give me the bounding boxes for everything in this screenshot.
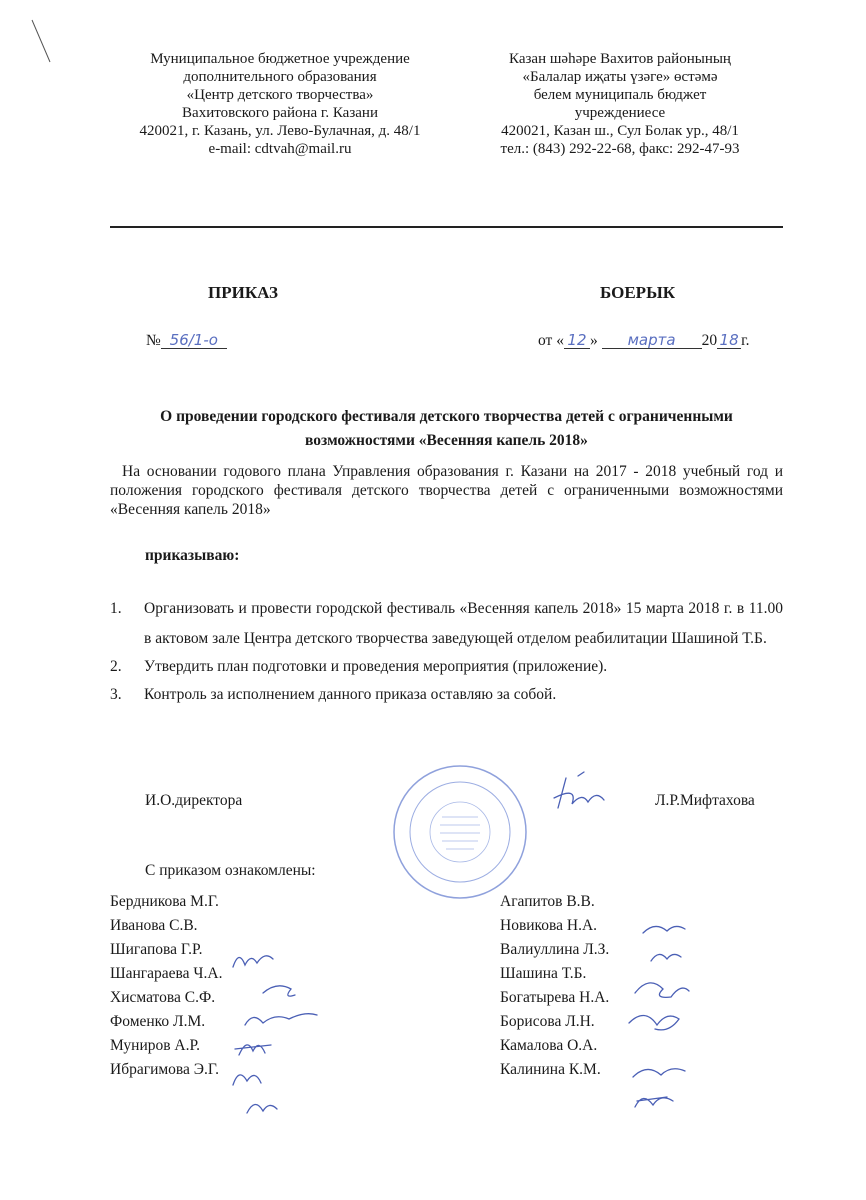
- subject-line-1: О проведении городского фестиваля детского творчества детей с ограниченными: [160, 408, 733, 425]
- date-mid: »: [589, 332, 598, 349]
- header-left-line: 420021, г. Казань, ул. Лево-Булачная, д. 48/1: [139, 123, 421, 139]
- ack-name: Шигапова Г.Р.: [110, 941, 203, 958]
- header-left-line: «Центр детского творчества»: [186, 87, 374, 103]
- date-prefix: от «: [538, 332, 564, 349]
- ack-name: Ибрагимова Э.Г.: [110, 1061, 219, 1078]
- order-number-prefix: №: [146, 332, 161, 349]
- ack-name: Фоменко Л.М.: [110, 1013, 206, 1030]
- item-number: 1.: [110, 600, 122, 617]
- header-right-block: [460, 50, 780, 158]
- order-item-3: [110, 680, 783, 710]
- ack-name: Бердникова М.Г.: [110, 893, 219, 910]
- header-right-line: Казан шәһәре Вахитов районының: [509, 51, 731, 67]
- order-number-value: 56/1-о: [161, 332, 227, 349]
- subject-line-2: возможностями «Весенняя капель 2018»: [305, 432, 588, 449]
- ack-name: Новикова Н.А.: [500, 917, 598, 934]
- order-item-2: [110, 654, 783, 680]
- basis-paragraph: [110, 462, 783, 519]
- header-divider: [110, 226, 783, 228]
- signature-position: И.О.директора: [145, 792, 243, 809]
- header-right-line: белем муниципаль бюджет: [533, 87, 707, 103]
- basis-text: На основании годового плана Управления образования г. Казани на 2017 - 2018 учебный год и положения городского фестиваля детского творчества детей с ограниченными возможностями «Весенняя капель 2018»: [110, 463, 783, 518]
- official-stamp: [390, 762, 530, 902]
- signature-name: Л.Р.Мифтахова: [655, 792, 755, 809]
- date-month: марта: [602, 332, 702, 349]
- item-number: 3.: [110, 686, 122, 703]
- item-text: Организовать и провести городской фестиваль «Весенняя капель 2018» 15 марта 2018 г. в 11.00 в актовом зале Центра детского творчества заведующей отделом реабилитации Шашиной Т.Б.: [144, 600, 783, 647]
- item-text: Контроль за исполнением данного приказа оставляю за собой.: [144, 686, 557, 703]
- order-number: [146, 332, 227, 350]
- ack-name: Калинина К.М.: [500, 1061, 601, 1078]
- header-right-line: учреждениесе: [574, 105, 666, 121]
- item-number: 2.: [110, 658, 122, 675]
- order-title-tt: БОЕРЫК: [600, 283, 676, 302]
- header-left-line: дополнительного образования: [183, 69, 377, 85]
- director-signature: [548, 768, 618, 818]
- order-title-ru: ПРИКАЗ: [208, 283, 278, 302]
- header-left-line: Муниципальное бюджетное учреждение: [150, 51, 410, 67]
- ack-name: Агапитов В.В.: [500, 893, 595, 910]
- order-item-1: [110, 594, 783, 654]
- header-left-line: e-mail: cdtvah@mail.ru: [208, 141, 352, 157]
- header-left-line: Вахитовского района г. Казани: [182, 105, 378, 121]
- decree-word: приказываю:: [145, 547, 240, 564]
- ack-name: Камалова О.А.: [500, 1037, 598, 1054]
- header-right-line: тел.: (843) 292-22-68, факс: 292-47-93: [500, 141, 740, 157]
- header-right-line: «Балалар иҗаты үзәге» өстәмә: [522, 69, 718, 85]
- ack-name: Муниров А.Р.: [110, 1037, 201, 1054]
- ack-name: Шангараева Ч.А.: [110, 965, 223, 982]
- ack-name: Иванова С.В.: [110, 917, 198, 934]
- order-date: [538, 332, 750, 350]
- ack-name: Борисова Л.Н.: [500, 1013, 595, 1030]
- ack-signatures-right: [615, 915, 710, 1125]
- order-subject: [110, 405, 783, 453]
- ack-name: Богатырева Н.А.: [500, 989, 610, 1006]
- item-text: Утвердить план подготовки и проведения мероприятия (приложение).: [144, 658, 608, 675]
- ack-signatures-left: [225, 945, 335, 1125]
- ack-name: Хисматова С.Ф.: [110, 989, 216, 1006]
- ack-name: Валиуллина Л.З.: [500, 941, 610, 958]
- scan-mark: [28, 18, 58, 68]
- date-suffix: г.: [741, 332, 750, 349]
- acknowledgement-title: С приказом ознакомлены:: [145, 862, 316, 879]
- date-day: 12: [564, 332, 590, 349]
- ack-name: Шашина Т.Б.: [500, 965, 587, 982]
- date-year: 18: [717, 332, 741, 349]
- date-year-prefix: 20: [701, 332, 718, 349]
- header-right-line: 420021, Казан ш., Сул Болак ур., 48/1: [501, 123, 739, 139]
- order-items: [110, 594, 783, 710]
- header-left-block: [110, 50, 450, 158]
